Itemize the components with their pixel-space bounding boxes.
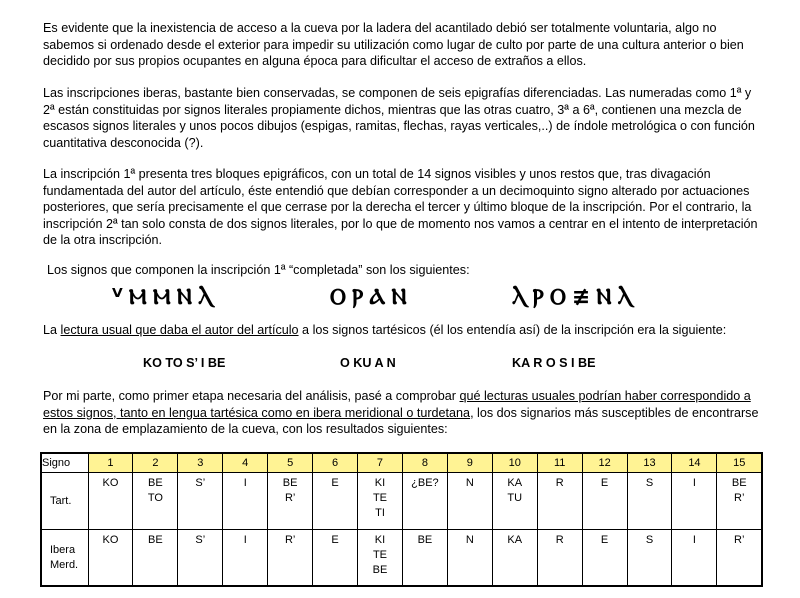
cell-ibera-meridional-11: R — [537, 530, 582, 587]
paragraph-cave-access: Es evidente que la inexistencia de acceso a la cueva por la ladera del acantilado debió ser totalmente voluntaria, algo no sabemos si ordenado desde el exterior para impedir su utilización como lugar de culto por parte de una cultura anterior o bien decidido por sus propios ocupantes en alguna época para dificultar el acceso de extraños a ellos. — [43, 21, 744, 69]
paragraph-iberian-inscriptions: Las inscripciones iberas, bastante bien conservadas, se componen de seis epigrafías diferenciadas. Las numeradas como 1ª y 2ª están constituidas por signos literales propiamente dichos, mientras que las otras cuatro, 3ª a 6ª, contienen una mezcla de escasos signos literales y unos pocos dibujos (espigas, ramitas, flechas, rayas verticales,..) de índole metrológica o con función cuantitativa desconocida (?). — [43, 86, 755, 150]
row-label: Tart. — [41, 473, 88, 530]
row-label: Ibera Merd. — [41, 530, 88, 587]
cell-tartessian-14: I — [672, 473, 717, 530]
sign-number-3: 3 — [178, 453, 223, 473]
readings-link[interactable]: qué lecturas usuales podrían haber correspondido a estos signos, tanto en lengua tartésica como en ibera meridional o turdetana — [43, 389, 751, 420]
cell-tartessian-4: I — [223, 473, 268, 530]
sign-number-14: 14 — [672, 453, 717, 473]
cell-tartessian-6: E — [313, 473, 358, 530]
p5-post: a los signos tartésicos (él los entendía así) de la inscripción era la siguiente: — [298, 323, 727, 337]
paragraph-usual-reading — [43, 322, 763, 339]
cell-ibera-meridional-14: I — [672, 530, 717, 587]
cell-tartessian-13: S — [627, 473, 672, 530]
cell-ibera-meridional-3: S’ — [178, 530, 223, 587]
glyph-block-2: ⲞⲢⲀⲚ — [330, 285, 413, 310]
paragraph-inscription-one: La inscripción 1ª presenta tres bloques epigráficos, con un total de 14 signos visibles y unos restos que, tras divagación fundamentada del autor del artículo, éste entendió que debían corresponder a un decimoquinto signo alterado por actuaciones posteriores, que sería precisamente el que cerrase por la derecha el tercer y último bloque de la inscripción. Por el contrario, la inscripción 2ª tan solo consta de dos signos literales, por lo que de momento nos vamos a centrar en el intento de interpretación de la otra inscripción. — [43, 167, 758, 248]
cell-ibera-meridional-4: I — [223, 530, 268, 587]
sign-number-8: 8 — [402, 453, 447, 473]
cell-ibera-meridional-8: BE — [402, 530, 447, 587]
sign-number-4: 4 — [223, 453, 268, 473]
glyph-block-3: ⲖⲢⲞ≢ⲚⲖ — [512, 285, 639, 310]
table-row-ibera-meridional — [41, 530, 762, 587]
p6-post: , los dos signarios más susceptibles de encontrarse en la zona de emplazamiento de la cueva, con los resultados siguientes: — [43, 405, 759, 437]
cell-tartessian-15: BE R’ — [717, 473, 762, 530]
header-label: Signo — [41, 453, 88, 473]
reading-block-3: KA R O S I BE — [512, 356, 596, 370]
cell-tartessian-12: E — [582, 473, 627, 530]
cell-tartessian-5: BE R’ — [268, 473, 313, 530]
cell-tartessian-7: KI TE TI — [358, 473, 403, 530]
reading-block-1: KO TO S’ I BE — [143, 356, 226, 370]
cell-ibera-meridional-5: R’ — [268, 530, 313, 587]
cell-tartessian-9: N — [447, 473, 492, 530]
usual-reading-link[interactable]: lectura usual que daba el autor del artículo — [60, 323, 299, 337]
cell-tartessian-2: BE TO — [133, 473, 178, 530]
sign-number-11: 11 — [537, 453, 582, 473]
sign-number-1: 1 — [88, 453, 133, 473]
cell-tartessian-1: KO — [88, 473, 133, 530]
p6-pre: Por mi parte, como primer etapa necesaria del análisis, pasé a comprobar — [43, 389, 460, 403]
cell-ibera-meridional-6: E — [313, 530, 358, 587]
paragraph-analysis — [43, 388, 763, 438]
sign-number-7: 7 — [358, 453, 403, 473]
cell-ibera-meridional-10: KA — [492, 530, 537, 587]
cell-ibera-meridional-15: R’ — [717, 530, 762, 587]
paragraph-signs-intro: Los signos que componen la inscripción 1ª “completada” son los siguientes: — [47, 263, 470, 277]
cell-tartessian-3: S’ — [178, 473, 223, 530]
reading-block-2: O KU A N — [340, 356, 396, 370]
sign-number-12: 12 — [582, 453, 627, 473]
sign-number-13: 13 — [627, 453, 672, 473]
cell-ibera-meridional-9: N — [447, 530, 492, 587]
signs-table — [40, 452, 763, 587]
sign-number-9: 9 — [447, 453, 492, 473]
sign-number-15: 15 — [717, 453, 762, 473]
cell-ibera-meridional-7: KI TE BE — [358, 530, 403, 587]
table-header-row — [41, 453, 762, 473]
cell-ibera-meridional-1: KO — [88, 530, 133, 587]
p5-pre: La — [43, 323, 61, 337]
cell-ibera-meridional-12: E — [582, 530, 627, 587]
cell-ibera-meridional-13: S — [627, 530, 672, 587]
glyph-block-1: ⱽⲘⲘⲚⲖ — [112, 285, 219, 310]
sign-number-6: 6 — [313, 453, 358, 473]
cell-ibera-meridional-2: BE — [133, 530, 178, 587]
sign-number-10: 10 — [492, 453, 537, 473]
cell-tartessian-10: KA TU — [492, 473, 537, 530]
sign-number-5: 5 — [268, 453, 313, 473]
inscription-glyphs — [0, 283, 800, 313]
sign-number-2: 2 — [133, 453, 178, 473]
cell-tartessian-8: ¿BE? — [402, 473, 447, 530]
table-row-tartessian — [41, 473, 762, 530]
cell-tartessian-11: R — [537, 473, 582, 530]
